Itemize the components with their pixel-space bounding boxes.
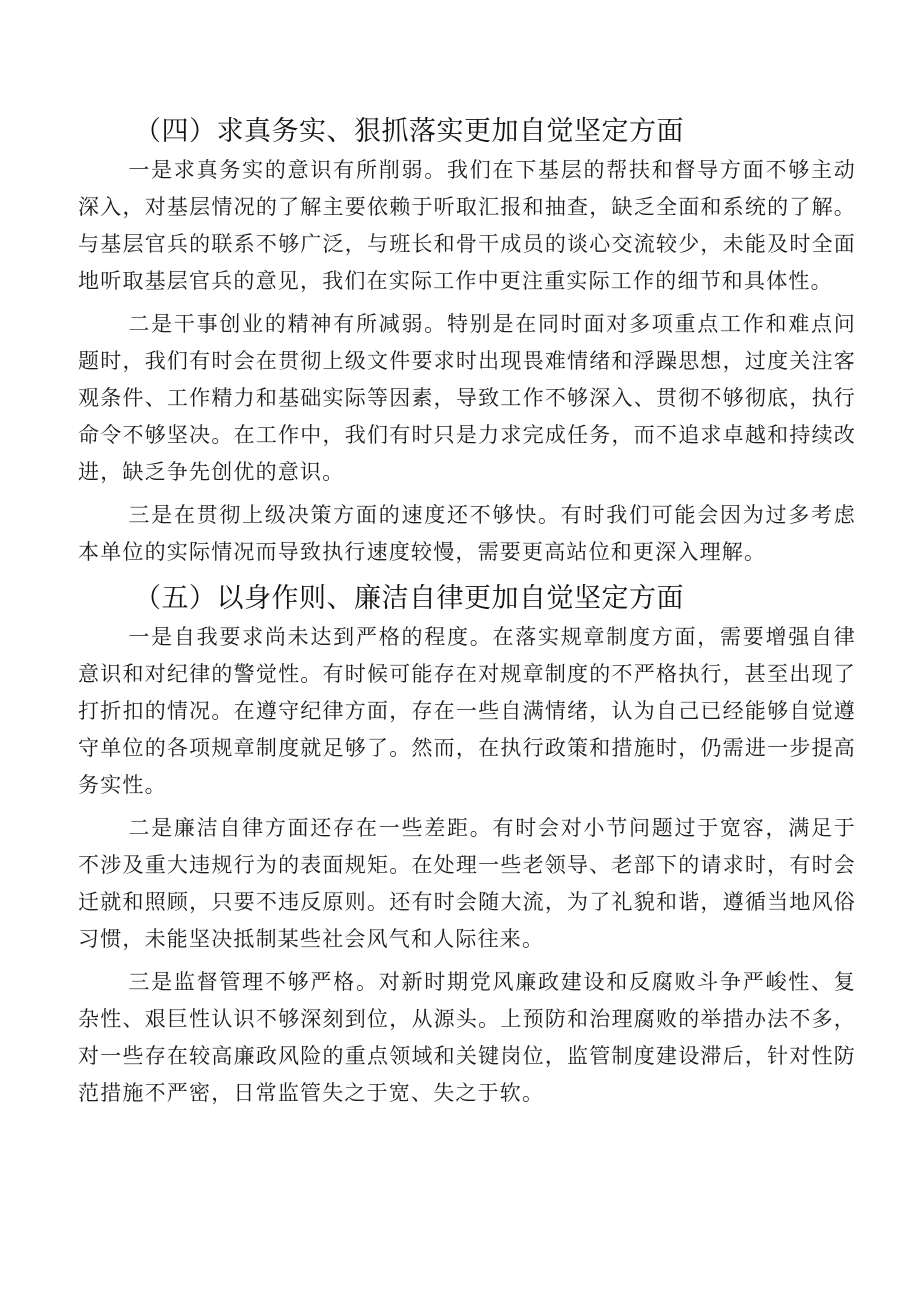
paragraph: 二是干事创业的精神有所减弱。特别是在同时面对多项重点工作和难点问题时，我们有时会在贯彻上级文件要求时出现畏难情绪和浮躁思想，过度关注客观条件、工作精力和基础实际等因素，导致工作不够深入、贯彻不够彻底，执行命令不够坚决。在工作中，我们有时只是力求完成任务，而不追求卓越和持续改进，缺乏争先创优的意识。 [78,312,856,484]
paragraph: 三是在贯彻上级决策方面的速度还不够快。有时我们可能会因为过多考虑本单位的实际情况而导致执行速度较慢，需要更高站位和更深入理解。 [78,503,856,564]
document-body [78,112,856,1118]
paragraph: 一是自我要求尚未达到严格的程度。在落实规章制度方面，需要增强自律意识和对纪律的警觉性。有时候可能存在对规章制度的不严格执行，甚至出现了打折扣的情况。在遵守纪律方面，存在一些自满情绪，认为自己已经能够自觉遵守单位的各项规章制度就足够了。然而，在执行政策和措施时，仍需进一步提高务实性。 [78,625,856,797]
paragraph: 三是监督管理不够严格。对新时期党风廉政建设和反腐败斗争严峻性、复杂性、艰巨性认识不够深刻到位，从源头。上预防和治理腐败的举措办法不多，对一些存在较高廉政风险的重点领域和关键岗位，监管制度建设滞后，针对性防范措施不严密，日常监管失之于宽、失之于软。 [78,970,856,1105]
paragraph: 一是求真务实的意识有所削弱。我们在下基层的帮扶和督导方面不够主动深入，对基层情况的了解主要依赖于听取汇报和抽查，缺乏全面和系统的了解。与基层官兵的联系不够广泛，与班长和骨干成员的谈心交流较少，未能及时全面地听取基层官兵的意见，我们在实际工作中更注重实际工作的细节和具体性。 [78,158,856,293]
section-heading-4: （四）求真务实、狠抓落实更加自觉坚定方面 [134,116,684,147]
section-heading-5: （五）以身作则、廉洁自律更加自觉坚定方面 [134,583,684,614]
paragraph: 二是廉洁自律方面还存在一些差距。有时会对小节问题过于宽容，满足于不涉及重大违规行为的表面规矩。在处理一些老领导、老部下的请求时，有时会迁就和照顾，只要不违反原则。还有时会随大流，为了礼貌和谐，遵循当地风俗习惯，未能坚决抵制某些社会风气和人际往来。 [78,816,856,951]
